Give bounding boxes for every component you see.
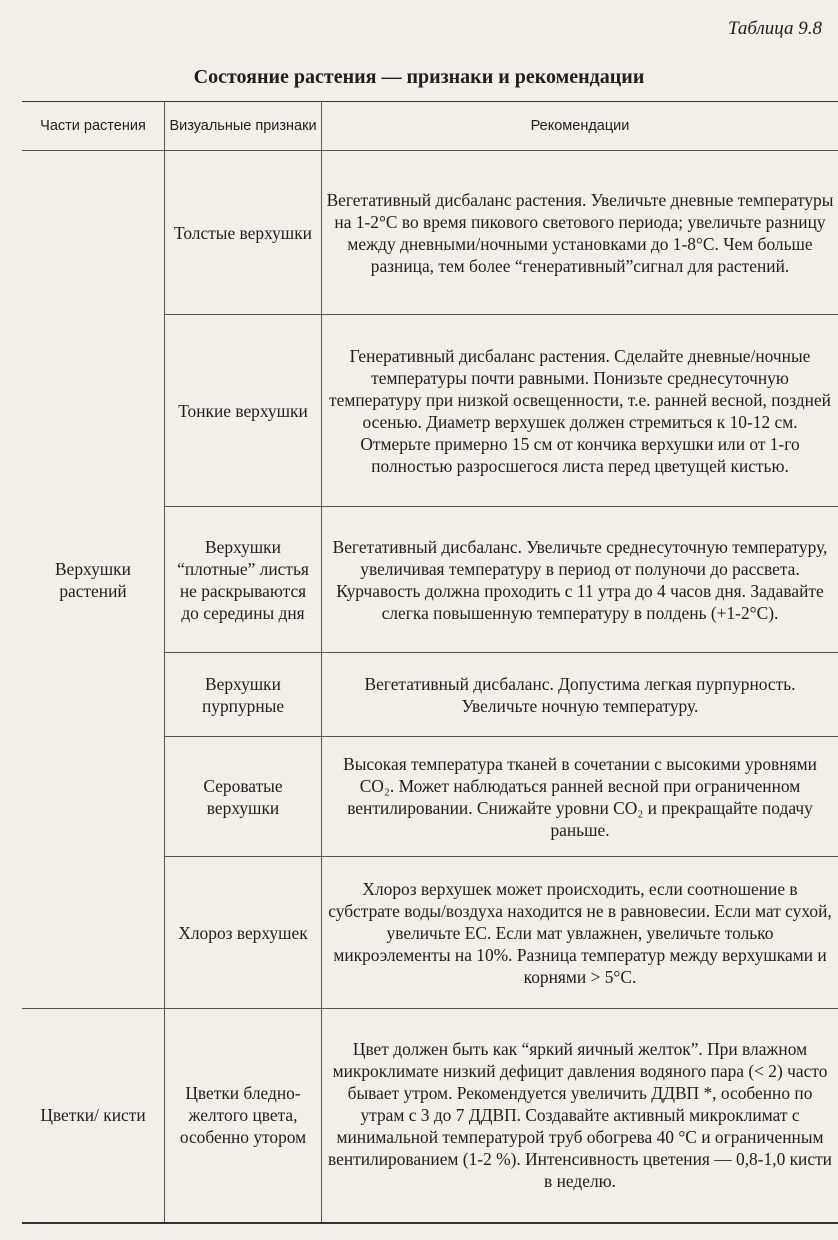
recommendation-cell: Хлороз верхушек может происходить, если соотношение в субстрате воды/воздуха находится не в равновесии. Если мат сухой, увеличьте ЕС. Если мат увлажнен, увеличьте только микроэлементы на 10%. Разница температур между верхушками и корнями > 5°С. <box>322 857 838 1009</box>
visual-sign-cell: Толстые верхушки <box>165 151 322 315</box>
recommendation-cell: Высокая температура тканей в сочетании с высокими уровнями СО₂. Может наблюдаться ранней весной при ограниченном вентилировании. Снижайте уровни СО₂ и прекращайте подачу раньше. <box>322 737 838 857</box>
visual-sign-cell: Сероватые верхушки <box>165 737 322 857</box>
header-visual-signs: Визуальные признаки <box>165 102 322 151</box>
visual-sign-cell: Хлороз верхушек <box>165 857 322 1009</box>
plant-part-cell: Цветки/ кисти <box>22 1009 165 1223</box>
recommendation-cell: Генеративный дисбаланс растения. Сделайте дневные/ночные температуры почти равными. Понизьте среднесуточную температуру при низкой освещенности, т.е. ранней весной, поздней осенью. Диаметр верхушек должен стремиться к 10-12 см. Отмерьте примерно 15 см от кончика верхушки или от 1-го полностью разросшегося листа перед цветущей кистью. <box>322 315 838 507</box>
recommendation-cell: Цвет должен быть как “яркий яичный желток”. При влажном микроклимате низкий дефицит давления водяного пара (< 2) часто бывает утром. Рекомендуется увеличить ДДВП *, особенно по утрам с 3 до 7 ДДВП. Создавайте активный микроклимат с минимальной температурой труб обогрева 40 °С и ограниченным вентилированием (1-2 %). Интенсивность цветения — 0,8-1,0 кисти в неделю. <box>322 1009 838 1223</box>
visual-sign-cell: Тонкие верхушки <box>165 315 322 507</box>
header-row <box>22 102 838 151</box>
table-number: Таблица 9.8 <box>728 18 822 39</box>
recommendations-table <box>22 101 838 1224</box>
recommendation-cell: Вегетативный дисбаланс. Допустима легкая пурпурность. Увеличьте ночную температуру. <box>322 653 838 737</box>
recommendation-cell: Вегетативный дисбаланс. Увеличьте среднесуточную температуру, увеличивая температуру в период от полуночи до рассвета. Курчавость должна проходить с 11 утра до 4 часов дня. Задавайте слегка повышенную температуру в полдень (+1-2°С). <box>322 507 838 653</box>
plant-part-cell: Верхушки растений <box>22 151 165 1009</box>
table-row <box>22 1009 838 1223</box>
recommendation-cell: Вегетативный дисбаланс растения. Увеличьте дневные температуры на 1-2°С во время пикового светового периода; увеличьте разницу между дневными/ночными установками до 1-8°С. Чем больше разница, тем более “генеративный”сигнал для растений. <box>322 151 838 315</box>
visual-sign-cell: Верхушки “плотные” листья не раскрываются до середины дня <box>165 507 322 653</box>
header-recommendations: Рекомендации <box>322 102 838 151</box>
visual-sign-cell: Верхушки пурпурные <box>165 653 322 737</box>
table-title: Состояние растения — признаки и рекомендации <box>193 66 645 88</box>
header-plant-parts: Части растения <box>22 102 165 151</box>
table-row <box>22 151 838 315</box>
visual-sign-cell: Цветки бледно-желтого цвета, особенно утором <box>165 1009 322 1223</box>
